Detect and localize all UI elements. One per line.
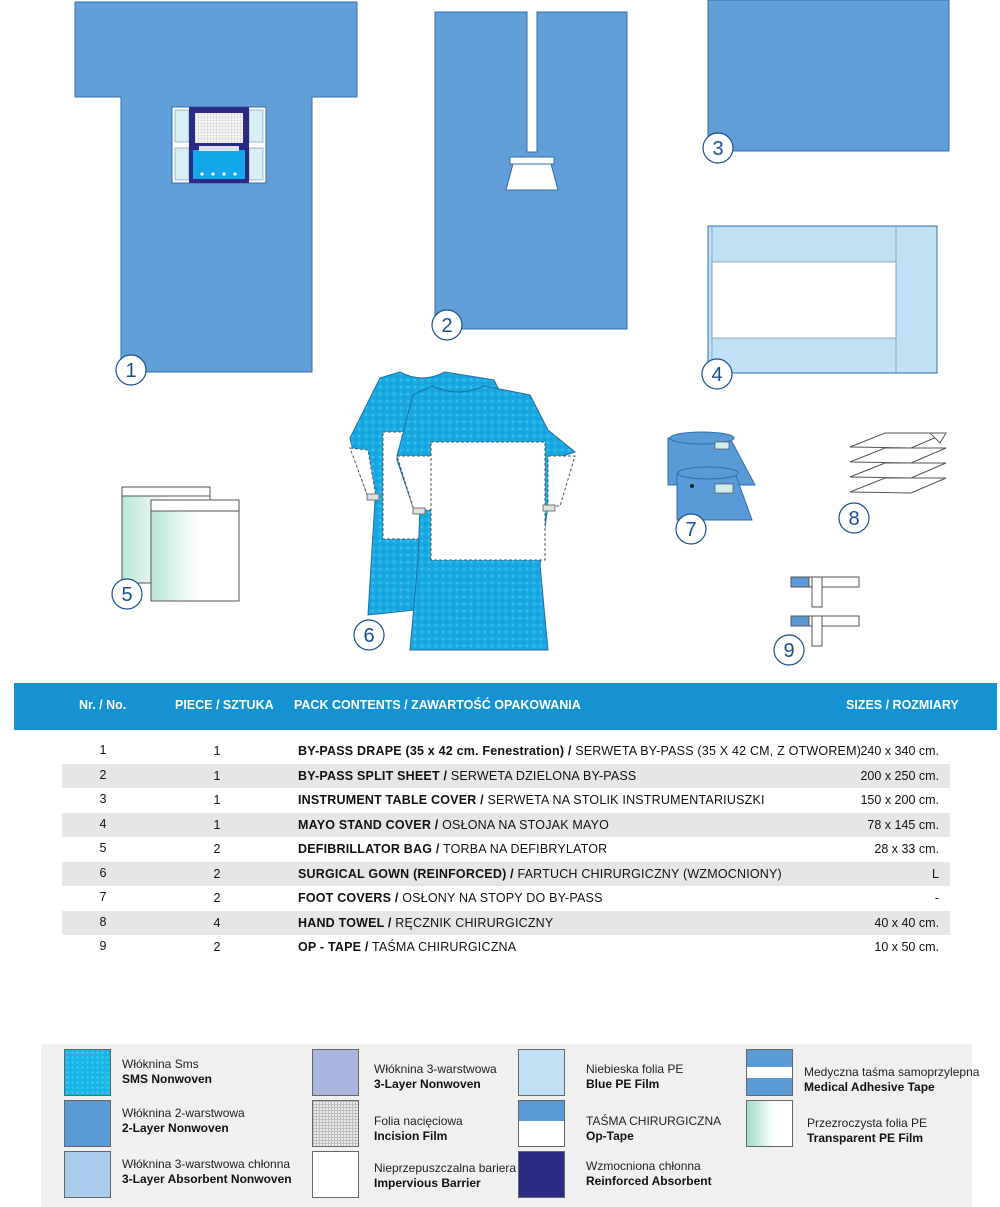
row-desc: TORBA NA DEFIBRYLATOR bbox=[439, 842, 608, 856]
row-name: FOOT COVERS / bbox=[298, 891, 399, 905]
row-contents bbox=[298, 793, 765, 807]
row-piece: 1 bbox=[213, 817, 221, 832]
table-cover-illustration bbox=[708, 0, 949, 151]
row-size: L bbox=[932, 866, 939, 881]
op-tape-illustration bbox=[791, 577, 859, 646]
row-size: 240 x 340 cm. bbox=[860, 744, 939, 758]
row-contents bbox=[298, 842, 607, 856]
row-name: HAND TOWEL / bbox=[298, 915, 392, 930]
row-desc: SERWETA DZIELONA BY-PASS bbox=[447, 768, 637, 783]
item-number-7: 7 bbox=[685, 519, 697, 541]
defibrillator-bag-illustration bbox=[122, 487, 239, 601]
blue-pe-film-swatch bbox=[518, 1049, 565, 1096]
header-nr: Nr. / No. bbox=[79, 698, 127, 712]
legend-label: Włóknina 3-warstwowa 3-Layer Nonwoven bbox=[374, 1062, 497, 1091]
table-row bbox=[62, 788, 950, 813]
row-name: SURGICAL GOWN (REINFORCED) / bbox=[298, 866, 514, 881]
header-sizes: SIZES / ROZMIARY bbox=[846, 698, 959, 712]
row-nr: 4 bbox=[99, 816, 107, 831]
material-legend bbox=[41, 1044, 980, 1207]
row-desc: FARTUCH CHIRURGICZNY (WZMOCNIONY) bbox=[513, 866, 782, 881]
row-contents bbox=[298, 940, 516, 954]
legend-label: Włóknina Sms SMS Nonwoven bbox=[122, 1057, 213, 1086]
legend-label: Folia nacięciowa Incision Film bbox=[374, 1114, 463, 1143]
op-tape-swatch bbox=[518, 1100, 565, 1147]
table-row bbox=[62, 935, 950, 960]
item-number-1: 1 bbox=[125, 360, 137, 382]
row-desc: TAŚMA CHIRURGICZNA bbox=[368, 940, 517, 954]
row-nr: 3 bbox=[99, 792, 107, 806]
table-row bbox=[62, 739, 950, 764]
legend-label: Wzmocniona chłonna Reinforced Absorbent bbox=[586, 1159, 712, 1188]
row-piece: 2 bbox=[213, 866, 221, 881]
table-row bbox=[62, 862, 950, 887]
legend-label: Przezroczysta folia PE Transparent PE Film bbox=[807, 1116, 928, 1145]
table-row bbox=[62, 911, 950, 936]
split-sheet-illustration bbox=[435, 12, 627, 329]
row-piece: 4 bbox=[213, 915, 221, 930]
table-header bbox=[14, 683, 997, 730]
legend-label: TAŚMA CHIRURGICZNA Op-Tape bbox=[586, 1114, 722, 1143]
row-desc: SERWETA NA STOLIK INSTRUMENTARIUSZKI bbox=[483, 793, 765, 807]
row-contents bbox=[298, 769, 636, 783]
row-piece: 2 bbox=[213, 842, 221, 856]
item-number-4: 4 bbox=[711, 364, 723, 386]
row-nr: 8 bbox=[99, 914, 107, 929]
table-row bbox=[62, 813, 950, 838]
item-number-8: 8 bbox=[848, 508, 860, 530]
row-desc: OSŁONY NA STOPY DO BY-PASS bbox=[398, 891, 603, 905]
item-number-9: 9 bbox=[783, 640, 795, 662]
row-contents bbox=[298, 916, 553, 930]
row-name: OP - TAPE / bbox=[298, 940, 369, 954]
row-nr: 7 bbox=[99, 890, 107, 904]
two-layer-nonwoven-swatch bbox=[64, 1100, 111, 1147]
contents-table bbox=[62, 739, 950, 960]
row-size: 10 x 50 cm. bbox=[874, 940, 939, 954]
item-number-3: 3 bbox=[712, 138, 724, 160]
legend-label: Niebieska folia PE Blue PE Film bbox=[586, 1062, 684, 1091]
row-size: 40 x 40 cm. bbox=[874, 915, 939, 930]
impervious-barrier-swatch bbox=[312, 1151, 359, 1198]
row-nr: 1 bbox=[99, 743, 107, 757]
three-layer-nonwoven-swatch bbox=[312, 1049, 359, 1096]
row-piece: 1 bbox=[213, 793, 221, 807]
legend-label: Włóknina 3-warstwowa chłonna 3-Layer Absorbent Nonwoven bbox=[122, 1157, 292, 1186]
table-row bbox=[62, 886, 950, 911]
mayo-cover-illustration bbox=[708, 226, 937, 373]
legend-label: Nieprzepuszczalna bariera Impervious Barrier bbox=[374, 1161, 517, 1190]
reinforced-absorbent-swatch bbox=[518, 1151, 565, 1198]
row-name: BY-PASS DRAPE (35 x 42 cm. Fenestration) / bbox=[298, 744, 572, 758]
legend-label: Medyczna taśma samoprzylepna Medical Adhesive Tape bbox=[804, 1065, 980, 1094]
row-size: 150 x 200 cm. bbox=[860, 793, 939, 807]
row-nr: 6 bbox=[99, 865, 107, 880]
row-piece: 2 bbox=[213, 891, 221, 905]
incision-film-swatch bbox=[312, 1100, 359, 1147]
transparent-pe-film-swatch bbox=[746, 1100, 793, 1147]
item-number-5: 5 bbox=[121, 584, 133, 606]
legend-label: Włóknina 2-warstwowa 2-Layer Nonwoven bbox=[122, 1106, 245, 1135]
sms-nonwoven-swatch bbox=[64, 1049, 111, 1096]
row-size: - bbox=[934, 891, 939, 905]
row-contents bbox=[298, 744, 861, 758]
item-number-6: 6 bbox=[363, 625, 375, 647]
row-desc: SERWETA BY-PASS (35 X 42 CM, Z OTWOREM) bbox=[571, 744, 862, 758]
row-piece: 2 bbox=[213, 940, 221, 954]
row-nr: 2 bbox=[99, 767, 107, 782]
row-name: DEFIBRILLATOR BAG / bbox=[298, 842, 440, 856]
item-number-2: 2 bbox=[441, 315, 453, 337]
row-contents bbox=[298, 867, 782, 881]
table-row bbox=[62, 764, 950, 789]
header-contents: PACK CONTENTS / ZAWARTOŚĆ OPAKOWANIA bbox=[294, 698, 581, 712]
row-nr: 9 bbox=[99, 939, 107, 953]
row-size: 78 x 145 cm. bbox=[867, 817, 939, 832]
header-piece: PIECE / SZTUKA bbox=[175, 698, 274, 712]
row-name: BY-PASS SPLIT SHEET / bbox=[298, 768, 448, 783]
row-desc: RĘCZNIK CHIRURGICZNY bbox=[391, 915, 554, 930]
foot-cover-illustration bbox=[668, 432, 755, 520]
table-row bbox=[62, 837, 950, 862]
surgical-gown-illustration bbox=[350, 372, 575, 650]
bypass-drape-illustration bbox=[75, 2, 357, 372]
row-piece: 1 bbox=[213, 768, 221, 783]
row-name: INSTRUMENT TABLE COVER / bbox=[298, 793, 484, 807]
row-contents bbox=[298, 891, 603, 905]
absorbent-nonwoven-swatch bbox=[64, 1151, 111, 1198]
medical-adhesive-tape-swatch bbox=[746, 1049, 793, 1096]
row-size: 200 x 250 cm. bbox=[860, 768, 939, 783]
row-contents bbox=[298, 818, 609, 832]
row-piece: 1 bbox=[213, 744, 221, 758]
hand-towel-illustration bbox=[850, 433, 946, 493]
row-nr: 5 bbox=[99, 841, 107, 855]
row-size: 28 x 33 cm. bbox=[874, 842, 939, 856]
row-desc: OSŁONA NA STOJAK MAYO bbox=[438, 817, 610, 832]
row-name: MAYO STAND COVER / bbox=[298, 817, 439, 832]
